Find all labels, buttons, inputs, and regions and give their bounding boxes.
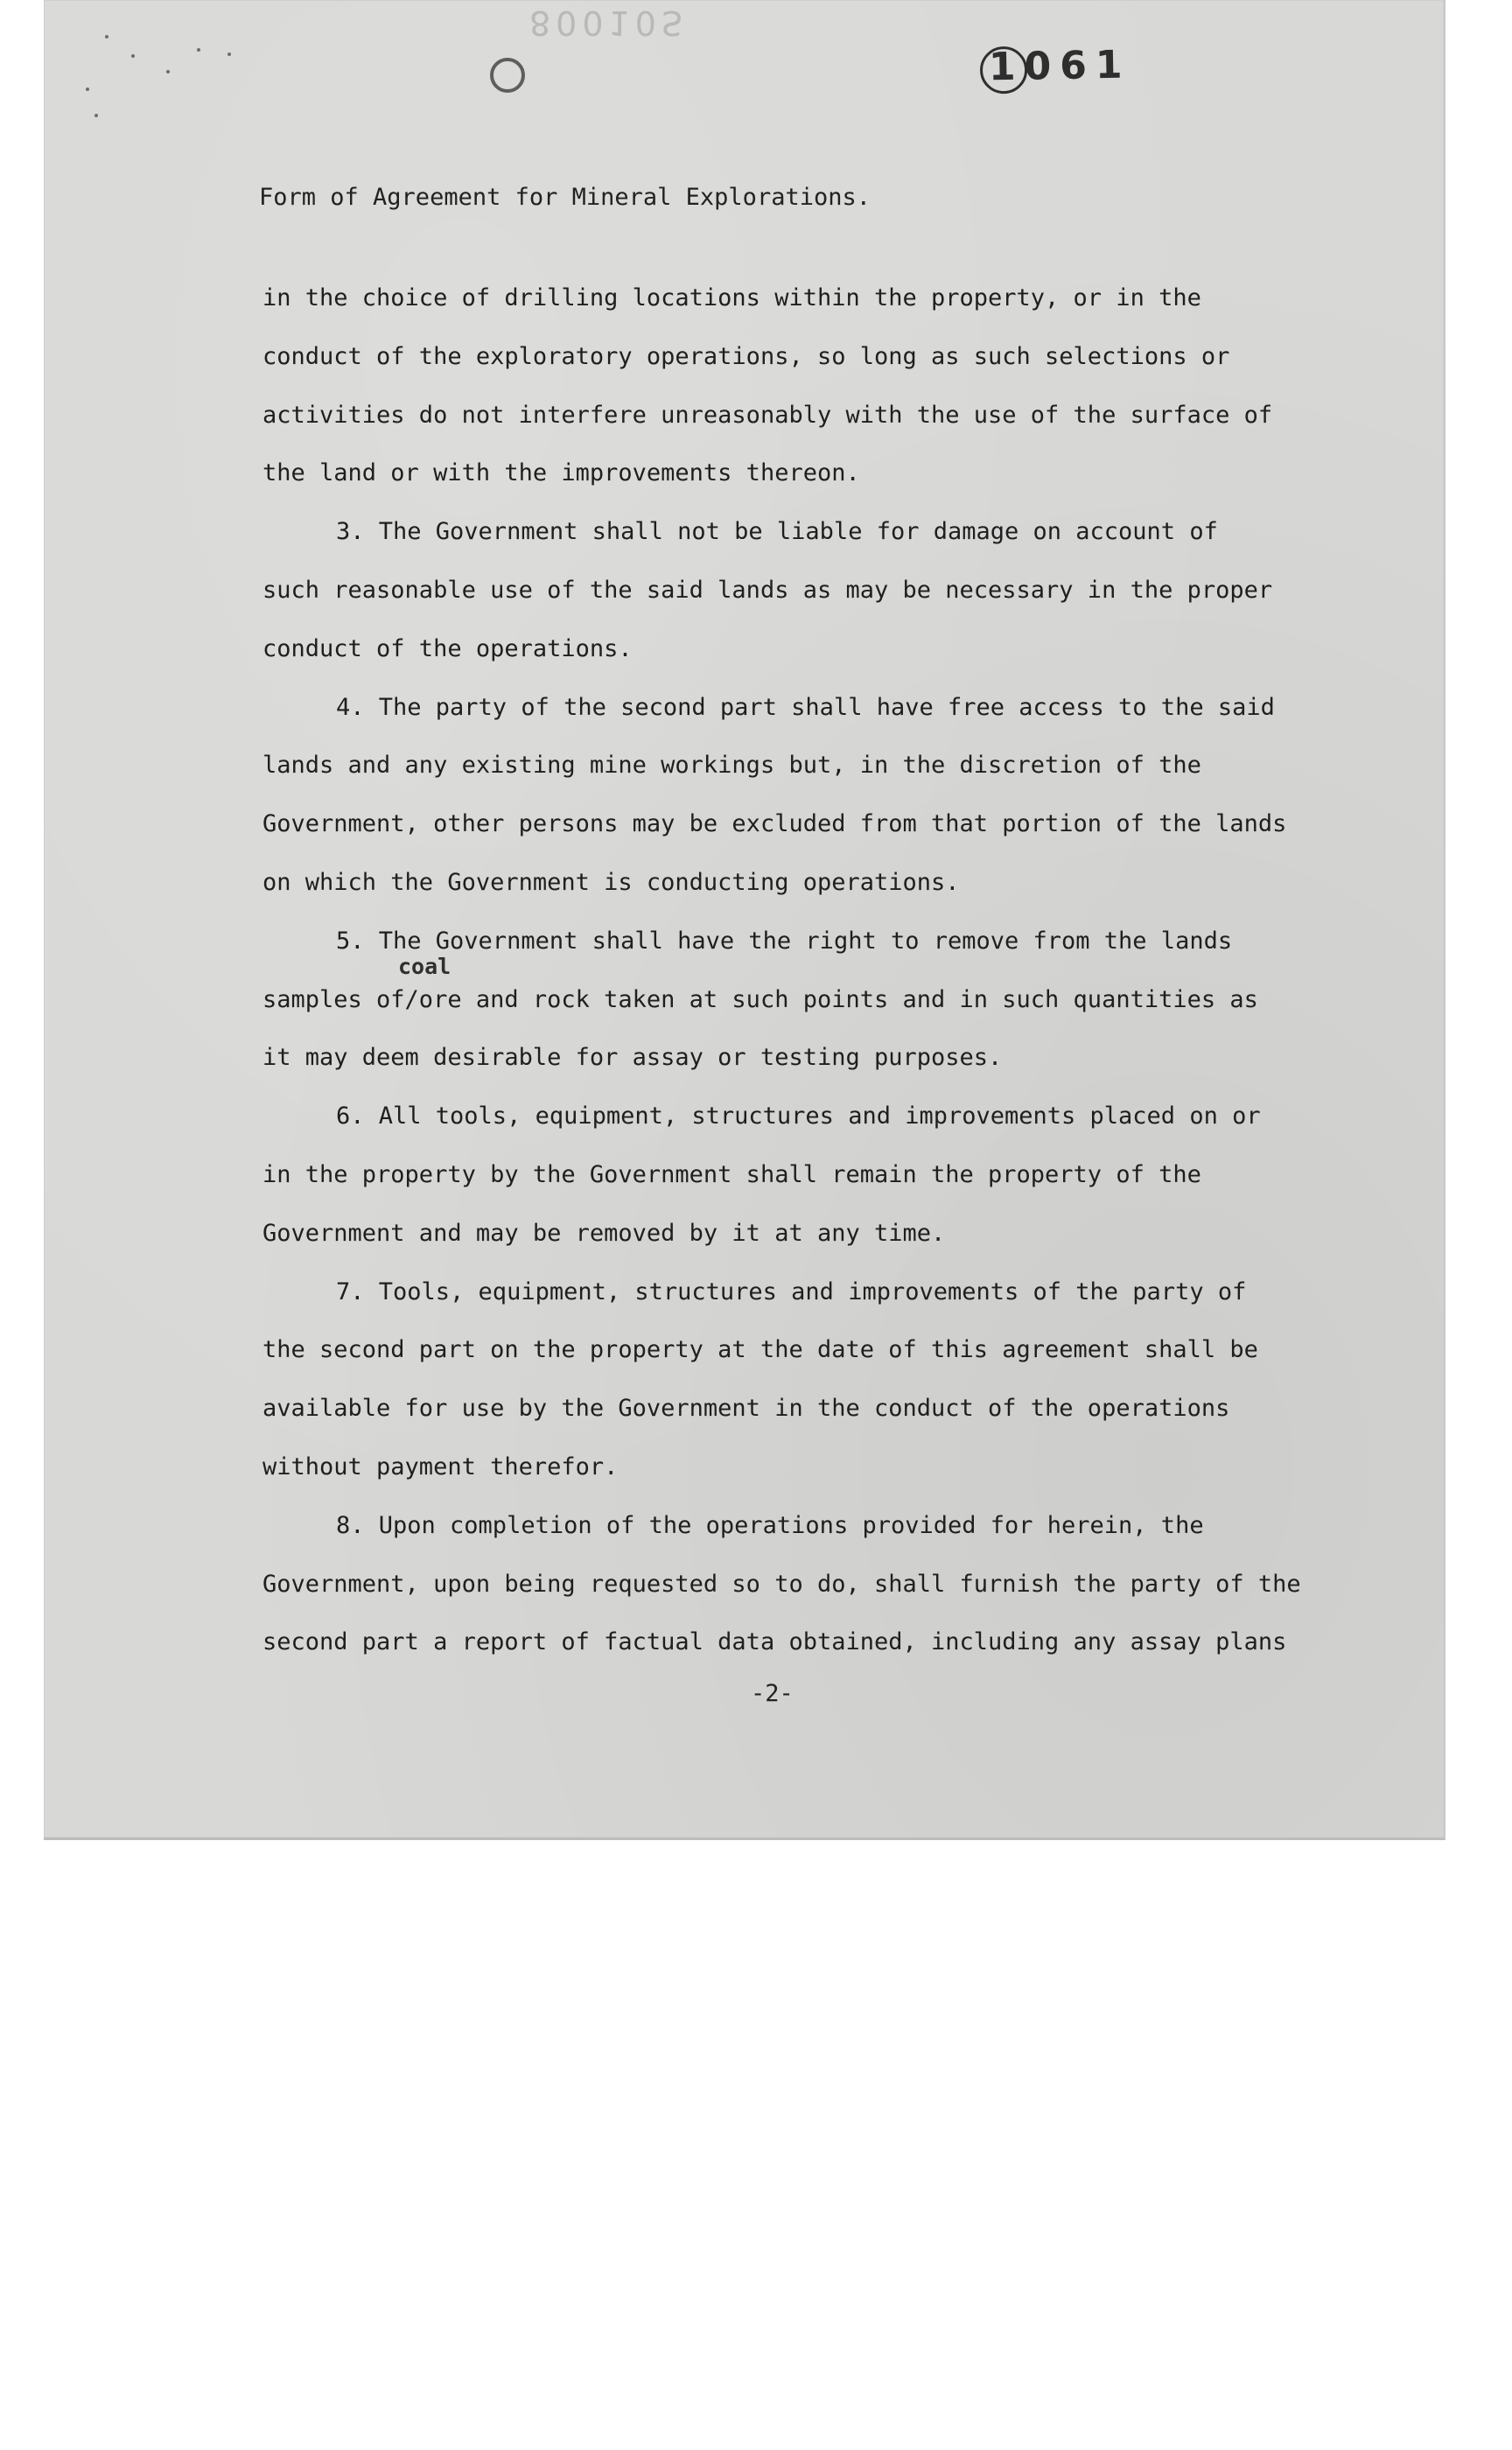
document-line: conduct of the operations. — [262, 634, 633, 662]
document-title: Form of Agreement for Mineral Explorations. — [259, 184, 871, 211]
dust-speck — [105, 35, 108, 38]
faint-reverse-stamp: 80010S — [529, 4, 689, 42]
document-line: Government, other persons may be excluded from that portion of the lands — [262, 810, 1287, 838]
handwritten-insert: coal — [398, 954, 452, 979]
dust-speck — [131, 54, 135, 58]
document-line: second part a report of factual data obtained, including any assay plans — [262, 1628, 1287, 1656]
document-line: Government and may be removed by it at any time. — [262, 1219, 946, 1247]
document-line: activities do not interfere unreasonably with the use of the surface of — [262, 401, 1273, 429]
dust-speck — [228, 52, 231, 56]
document-line: 3. The Government shall not be liable for damage on account of — [336, 518, 1218, 546]
document-line: the land or with the improvements thereon. — [262, 459, 860, 487]
document-line: in the choice of drilling locations within the property, or in the — [262, 284, 1201, 312]
document-line: conduct of the exploratory operations, so long as such selections or — [262, 342, 1230, 370]
document-line: samples of/ore and rock taken at such points and in such quantities as — [262, 985, 1258, 1013]
document-line: 6. All tools, equipment, structures and improvements placed on or — [336, 1102, 1261, 1130]
document-line: lands and any existing mine workings but, in the discretion of the — [262, 752, 1201, 780]
document-line: without payment therefor. — [262, 1452, 619, 1480]
document-line: 4. The party of the second part shall have free access to the said — [336, 693, 1275, 721]
page-stamp-number: 1061 — [988, 42, 1131, 90]
document-line: on which the Government is conducting operations. — [262, 868, 960, 896]
document-line: such reasonable use of the said lands as may be necessary in the proper — [262, 576, 1273, 604]
document-line: 7. Tools, equipment, structures and improvements of the party of — [336, 1278, 1247, 1306]
page-number: -2- — [751, 1680, 794, 1707]
dust-speck — [94, 114, 98, 117]
document-line: 8. Upon completion of the operations provided for herein, the — [336, 1511, 1204, 1539]
punch-hole-icon — [490, 58, 525, 93]
document-line: in the property by the Government shall remain the property of the — [262, 1160, 1201, 1188]
scanned-page — [44, 0, 1446, 1840]
document-line: Government, upon being requested so to do, shall furnish the party of the — [262, 1570, 1301, 1598]
dust-speck — [197, 48, 200, 52]
dust-speck — [86, 88, 89, 91]
document-line: it may deem desirable for assay or testing purposes. — [262, 1044, 1003, 1072]
document-line: 5. The Government shall have the right to remove from the lands — [336, 927, 1233, 955]
document-line: available for use by the Government in the conduct of the operations — [262, 1395, 1230, 1423]
dust-speck — [166, 70, 170, 74]
document-line: the second part on the property at the date of this agreement shall be — [262, 1336, 1258, 1364]
